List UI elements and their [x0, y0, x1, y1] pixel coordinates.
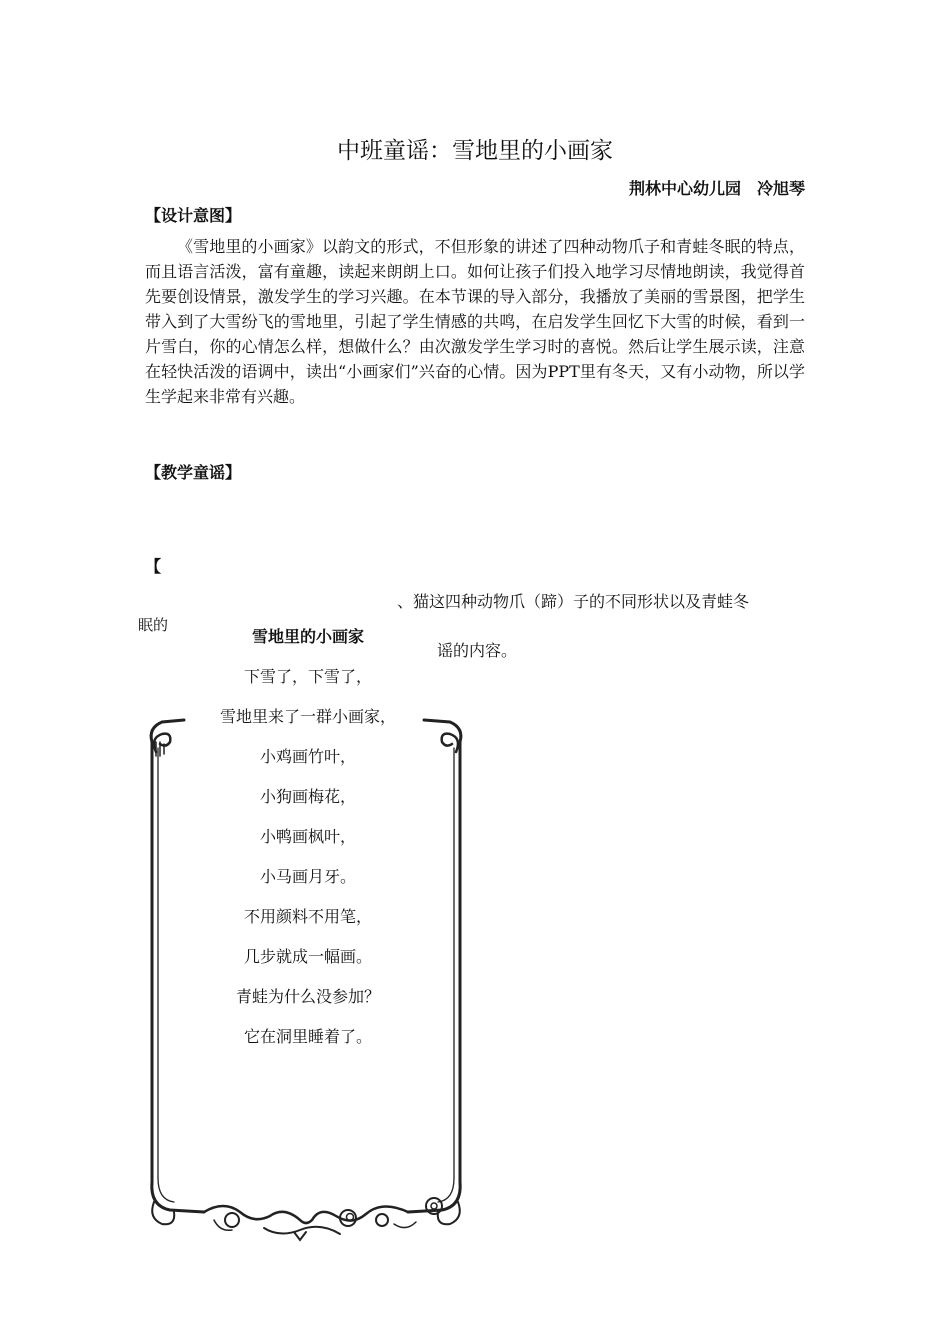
poem-line: 小马画月牙。 [259, 867, 356, 886]
partial-text-right-2: 谣的内容。 [437, 641, 518, 660]
page-title: 中班童谣：雪地里的小画家 [337, 138, 613, 164]
poem-line: 雪地里来了一群小画家， [219, 707, 396, 726]
poem-box [183, 624, 433, 1064]
design-intent-paragraph: 《雪地里的小画家》以韵文的形式，不但形象的讲述了四种动物爪子和青蛙冬眠的特点，而且语言活泼，富有童趣，读起来朗朗上口。如何让孩子们投入地学习尽情地朗读，我觉得首先要创设情景，激发学生的学习兴趣。在本节课的导入部分，我播放了美丽的雪景图，把学生带入到了大雪纷飞的雪地里，引起了学生情感的共鸣，在启发学生回忆下大雪的时候，看到一片雪白，你的心情怎么样，想做什么？由次激发学生学习时的喜悦。然后让学生展示读，注意在轻快活泼的语调中，读出“小画家们”兴奋的心情。因为PPT里有冬天，又有小动物，所以学生学起来非常有兴趣。 [145, 237, 805, 406]
poem-title: 雪地里的小画家 [251, 627, 364, 646]
poem-line: 小狗画梅花， [259, 787, 356, 806]
poem-line: 几步就成一幅画。 [243, 947, 372, 966]
poem-line: 青蛙为什么没参加？ [235, 987, 380, 1006]
author-line: 荆林中心幼儿园 冷旭琴 [628, 179, 805, 198]
design-intent-heading: 【设计意图】 [145, 206, 242, 225]
poem-line: 小鸭画枫叶， [259, 827, 356, 846]
partial-text-right-1: 、猫这四种动物爪（蹄）子的不同形状以及青蛙冬 [397, 592, 750, 611]
poem-line: 它在洞里睡着了。 [243, 1027, 372, 1046]
partial-heading-bracket: 【 [145, 557, 162, 576]
poem-line: 不用颜料不用笔， [243, 907, 372, 926]
poem-line: 小鸡画竹叶， [259, 747, 356, 766]
teaching-song-heading: 【教学童谣】 [145, 463, 242, 482]
poem-line: 下雪了，下雪了， [243, 667, 372, 686]
partial-text-left: 眠的 [138, 616, 169, 634]
